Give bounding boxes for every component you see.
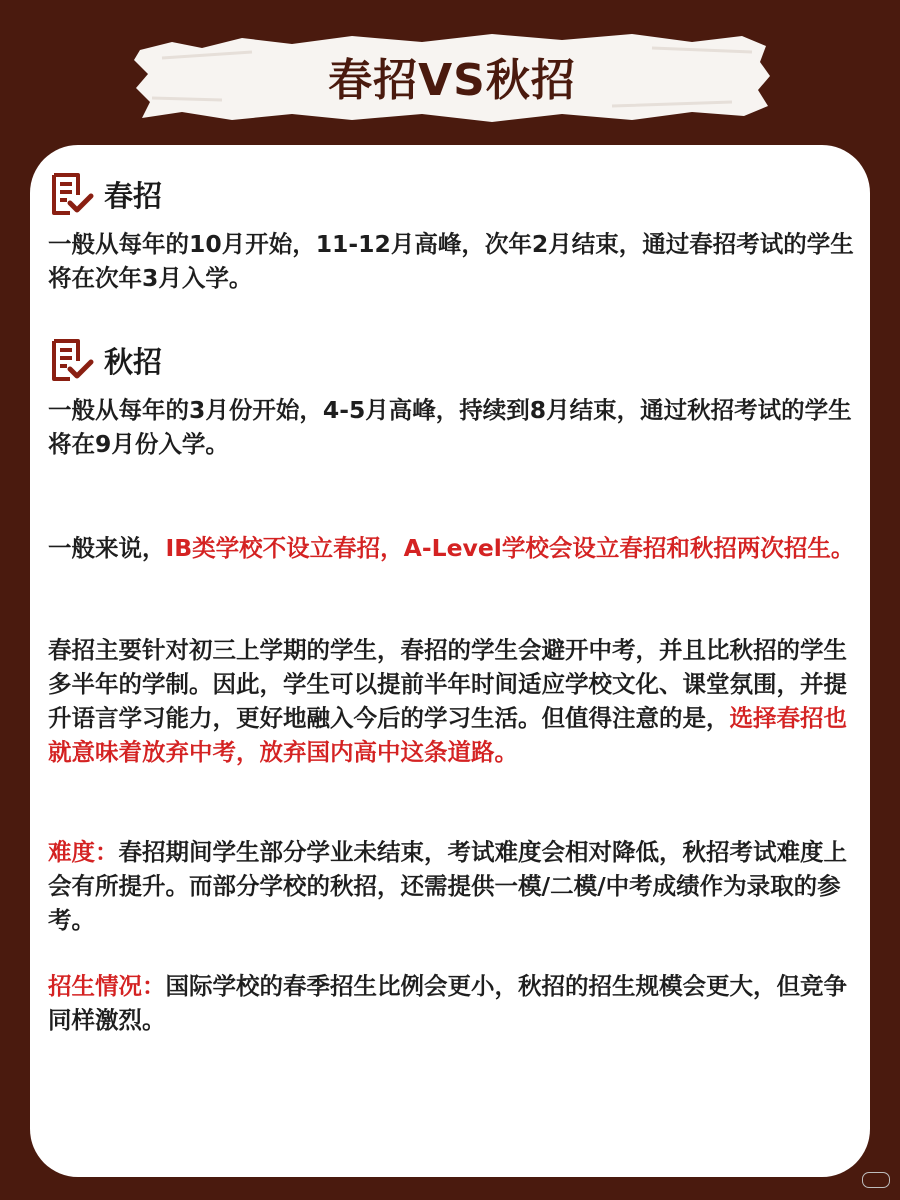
document-check-icon — [48, 337, 94, 383]
enrollment-paragraph — [48, 969, 856, 1037]
document-check-icon — [48, 171, 94, 217]
autumn-description: 一般从每年的3月份开始，4-5月高峰，持续到8月结束，通过秋招考试的学生将在9月份入学。 — [48, 396, 852, 458]
difficulty-paragraph — [48, 835, 856, 937]
difficulty-text: 春招期间学生部分学业未结束，考试难度会相对降低，秋招考试难度上会有所提升。而部分学校的秋招，还需提供一模/二模/中考成绩作为录取的参考。 — [48, 838, 847, 934]
section-heading-spring — [48, 171, 162, 217]
section-heading-label: 春招 — [104, 178, 163, 213]
spring-description: 一般从每年的10月开始，11-12月高峰，次年2月结束，通过春招考试的学生将在次年3月入学。 — [48, 230, 854, 292]
summary-lead: 一般来说， — [48, 534, 166, 562]
section-heading-autumn — [48, 337, 162, 383]
summary-highlight: IB类学校不设立春招，A-Level学校会设立春招和秋招两次招生。 — [165, 534, 855, 562]
section-heading-label: 秋招 — [104, 344, 163, 379]
title-banner — [132, 28, 772, 124]
spring-detail-highlight: 选择春招也就意味着放弃中考，放弃国内高中这条道路。 — [48, 704, 847, 766]
enrollment-text: 国际学校的春季招生比例会更小，秋招的招生规模会更大，但竞争同样激烈。 — [48, 972, 847, 1034]
spring-detail-paragraph — [48, 633, 856, 769]
enrollment-label: 招生情况： — [48, 972, 166, 1000]
summary-paragraph — [48, 531, 856, 565]
page-title: 春招VS秋招 — [328, 55, 576, 106]
difficulty-label: 难度： — [48, 838, 119, 866]
content-card — [30, 145, 870, 1177]
watermark-logo — [862, 1172, 890, 1188]
spring-detail-text: 春招主要针对初三上学期的学生，春招的学生会避开中考，并且比秋招的学生多半年的学制。因此，学生可以提前半年时间适应学校文化、课堂氛围，并提升语言学习能力，更好地融入今后的学习生活。但值得注意的是， — [48, 636, 847, 732]
